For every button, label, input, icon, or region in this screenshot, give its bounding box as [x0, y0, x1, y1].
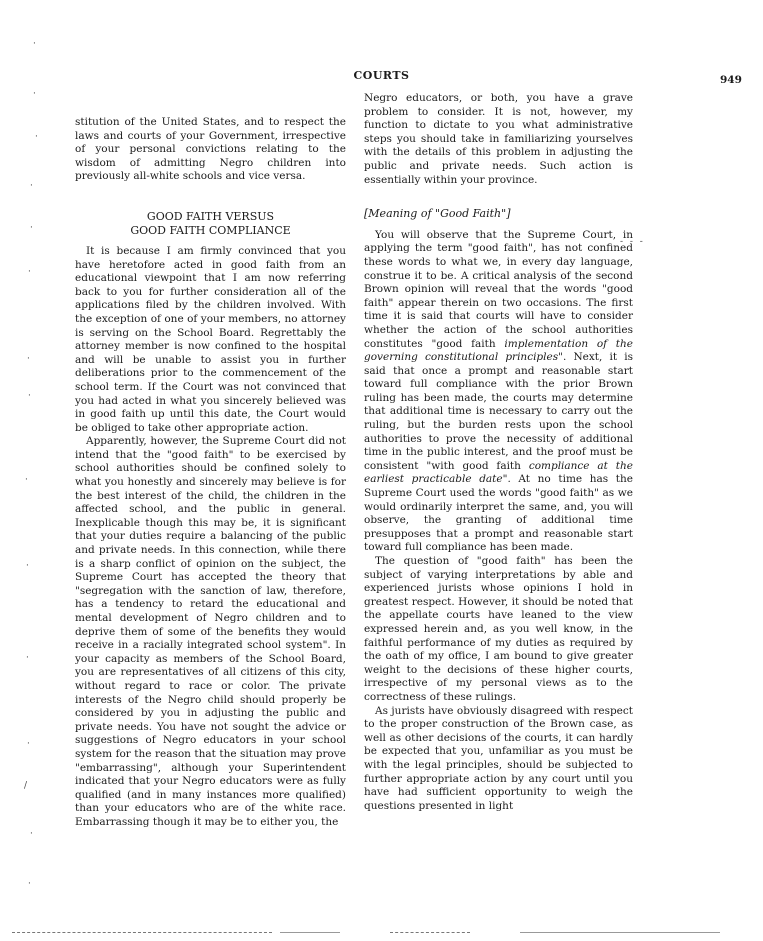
bottom-edge-line: [12, 932, 272, 933]
right-paragraph-1: [364, 229, 633, 555]
scan-speck: ·: [30, 223, 33, 233]
scan-speck: ·: [25, 475, 28, 485]
scan-speck: ·: [28, 267, 31, 277]
left-paragraph-2: Apparently, however, the Supreme Court did not intend that the "good faith" to be exercised by school authorities should be confined solely to what you honestly and sincerely may believe is for the best interest of the child, the children in the affected school, and the public in general. Inexplicable though this may be, it is significant that your duties require a balancing of the public and private needs. In this connection, while there is a sharp conflict of opinion on the subject, the Supreme Court has accepted the theory that "segregation with the sanction of law, therefore, has a tendency to retard the educational and mental development of Negro children and to deprive them of some of the benefits they would receive in a racially integrated school system". In your capacity as members of the School Board, you are representatives of all citizens of this city, without regard to race or color. The private interests of the Negro child should properly be considered by you in adjusting the public and private needs. You have not sought the advice or suggestions of Negro educators in your school system for the reason that the situation may prove "embarrassing", although your Superintendent indicated that your Negro educators were as fully qualified (and in many instances more qualified) than your educators who are of the white race. Embarrassing though it may be to either you, the: [75, 435, 346, 828]
section-heading-line-2: GOOD FAITH COMPLIANCE: [130, 223, 291, 237]
right-paragraph-2: The question of "good faith" has been the subject of varying interpretations by able and experienced jurists whose opinions I hold in greatest respect. However, it should be noted that the appellate courts have leaned to the view expressed herein and, as you well know, in the faithful performance of my duties as required by the oath of my office, I am bound to give greater weight to the decisions of these higher courts, irrespective of my personal views as to the correctness of these rulings.: [364, 555, 633, 703]
right-column: [364, 92, 633, 813]
right-paragraph-1-italic-1: implementation of the governing constitutional principles: [364, 337, 633, 364]
scan-speck: ·: [28, 879, 31, 889]
scan-speck: ·: [33, 39, 36, 49]
right-paragraph-3: As jurists have obviously disagreed with respect to the proper construction of the Brown case, as well as other decisions of the courts, it can hardly be expected that you, unfamiliar as you must be with the legal principles, should be subjected to further appropriate action by any court until you have had sufficient opportunity to weigh the questions presented in light: [364, 704, 633, 812]
scan-speck: ·: [27, 354, 30, 364]
bottom-edge-line: [390, 932, 470, 933]
scan-speck: ·: [30, 829, 33, 839]
right-paragraph-1-part-a: You will observe that the Supreme Court, in applying the term "good faith", has not confined these words to what we, in every day language, construe it to be. A critical analysis of the second Brown opinion will reveal that the words "good faith" appear therein on two occasions. The first time it is said that courts will have to consider whether the action of the school authorities constitutes "good faith: [364, 228, 633, 350]
right-paragraph-1-part-c: ". Next, it is said that once a prompt and reasonable start toward full compliance with the prior Brown ruling has been made, the courts may determine that additional time is necessary to carry out the ruling, but the burden rests upon the school authorities to prove the necessity of additional time in the public interest, and the proof must be consistent "with good faith: [364, 351, 633, 472]
section-heading-line-1: GOOD FAITH VERSUS: [146, 209, 275, 223]
scan-speck: ·: [26, 653, 29, 663]
section-heading: [75, 210, 346, 238]
scan-speck: ·: [26, 561, 29, 571]
right-paragraph-1-italic-2: compliance at the earliest practicable date: [364, 459, 633, 486]
scan-speck: ·: [30, 181, 33, 191]
scan-speck: /: [24, 781, 28, 791]
scan-speck: ·: [33, 89, 36, 99]
right-paragraph-1-part-e: ". At no time has the Supreme Court used the words "good faith" as we would ordinarily interpret the same, and, you will observe, the granting of additional time presupposes that a prompt and reasonable start toward full compliance has been made.: [364, 473, 633, 554]
bottom-edge-line: [520, 932, 720, 933]
meaning-subheading: [Meaning of "Good Faith"]: [364, 207, 511, 221]
bottom-edge-line: [280, 932, 340, 933]
left-column: [75, 116, 346, 830]
scan-speck: ·: [35, 132, 38, 142]
left-paragraph-1: It is because I am firmly convinced that you have heretofore acted in good faith from an educational viewpoint that I am now referring back to you for further consideration all of the applications filed by the children involved. With the exception of one of your members, no attorney is serving on the School Board. Regrettably the attorney member is now confined to the hospital and will be unable to assist you in further deliberations prior to the commencement of the school term. If the Court was not convinced that you had acted in what you sincerely believed was in good faith up until this date, the Court would be obliged to take other appropriate action.: [75, 244, 346, 434]
running-head: COURTS: [353, 69, 410, 82]
scan-speck: ·: [27, 739, 30, 749]
left-opening-paragraph: stitution of the United States, and to respect the laws and courts of your Government, irrespective of your personal convictions relating to the wisdom of admitting Negro children into previously all-white schools and vice versa.: [75, 116, 346, 183]
page-number: 949: [720, 74, 742, 86]
right-opening-paragraph: Negro educators, or both, you have a grave problem to consider. It is not, however, my function to dictate to you what administrative steps you should take in familiarizing yourselves with the details of this problem in adjusting the public and private needs. Such action is essentially within your province.: [364, 92, 633, 186]
scan-speck: - - -: [620, 237, 645, 247]
scan-speck: ·: [28, 391, 31, 401]
